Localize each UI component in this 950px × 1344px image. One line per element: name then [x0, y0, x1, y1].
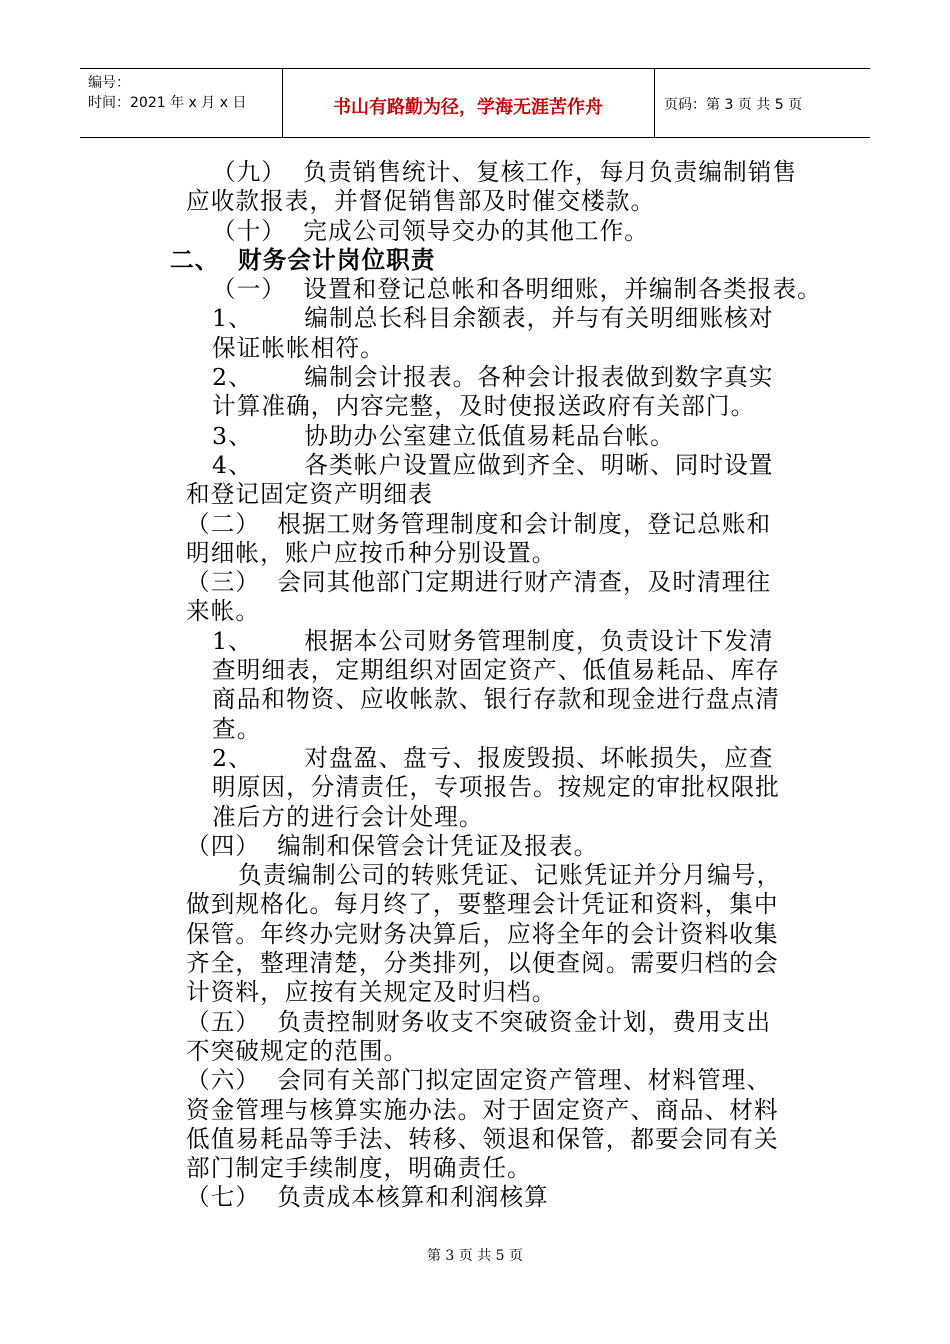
text-line: 负责编制公司的转账凭证、记账凭证并分月编号， [238, 861, 782, 890]
number-label: 编号： [88, 75, 130, 91]
header-motto: 书山有路勤为径，学海无涯苦作舟 [333, 97, 603, 118]
text-line: 3、 协助办公室建立低值易耗品台帐。 [212, 421, 675, 450]
page-header [80, 68, 870, 138]
text-line: （一） 设置和登记总帐和各明细账，并编制各类报表。 [212, 275, 822, 304]
text-line: 保管。年终办完财务决算后，应将全年的会计资料收集 [186, 919, 779, 948]
text-line: （三） 会同其他部门定期进行财产清查，及时清理往 [186, 568, 772, 597]
text-line: （五） 负责控制财务收支不突破资金计划，费用支出 [186, 1007, 772, 1036]
text-line: （七） 负责成本核算和利润核算 [186, 1183, 549, 1212]
page-footer: 第 3 页 共 5 页 [426, 1248, 524, 1264]
text-line: 2、 对盘盈、盘亏、报废毁损、坏帐损失，应查 [212, 743, 774, 772]
text-line: 保证帐帐相符。 [212, 333, 385, 362]
document-body [170, 158, 822, 1213]
section-heading: 二、 财务会计岗位职责 [170, 245, 436, 274]
header-divider [654, 69, 655, 137]
time-label: 时间：2021 年 x 月 x 日 [88, 95, 247, 111]
text-line: 不突破规定的范围。 [186, 1036, 409, 1065]
text-line: （十） 完成公司领导交办的其他工作。 [212, 216, 649, 245]
text-line: 准后方的进行会计处理。 [212, 802, 484, 831]
text-line: 4、 各类帐户设置应做到齐全、明晰、同时设置 [212, 450, 774, 479]
text-line: （二） 根据工财务管理制度和会计制度，登记总账和 [186, 509, 772, 538]
text-line: 商品和物资、应收帐款、银行存款和现金进行盘点清 [212, 685, 780, 714]
text-line: 计算准确，内容完整，及时使报送政府有关部门。 [212, 392, 756, 421]
text-line: 低值易耗品等手法、转移、领退和保管，都要会同有关 [186, 1124, 779, 1153]
text-line: 部门制定手续制度，明确责任。 [186, 1154, 532, 1183]
header-meta [88, 73, 246, 113]
text-line: 查。 [212, 714, 262, 743]
text-line: 1、 编制总长科目余额表，并与有关明细账核对 [212, 304, 774, 333]
text-line: 明原因，分清责任，专项报告。按规定的审批权限批 [212, 773, 780, 802]
text-line: 计资料，应按有关规定及时归档。 [186, 978, 557, 1007]
text-line: 来帐。 [186, 597, 261, 626]
text-line: 做到规格化。每月终了，要整理会计凭证和资料，集中 [186, 890, 779, 919]
text-line: 应收款报表，并督促销售部及时催交楼款。 [186, 187, 656, 216]
text-line: （四） 编制和保管会计凭证及报表。 [186, 831, 599, 860]
header-page-info: 页码：第 3 页 共 5 页 [664, 97, 803, 113]
text-line: 和登记固定资产明细表 [186, 480, 433, 509]
text-line: 2、 编制会计报表。各种会计报表做到数字真实 [212, 363, 774, 392]
text-line: 明细帐，账户应按币种分别设置。 [186, 538, 557, 567]
text-line: 齐全，整理清楚，分类排列，以便查阅。需要归档的会 [186, 949, 779, 978]
text-line: 资金管理与核算实施办法。对于固定资产、商品、材料 [186, 1095, 779, 1124]
text-line: 1、 根据本公司财务管理制度，负责设计下发清 [212, 626, 774, 655]
text-line: 查明细表，定期组织对固定资产、低值易耗品、库存 [212, 656, 780, 685]
text-line: （六） 会同有关部门拟定固定资产管理、材料管理、 [186, 1066, 772, 1095]
text-line: （九） 负责销售统计、复核工作，每月负责编制销售 [212, 158, 798, 186]
